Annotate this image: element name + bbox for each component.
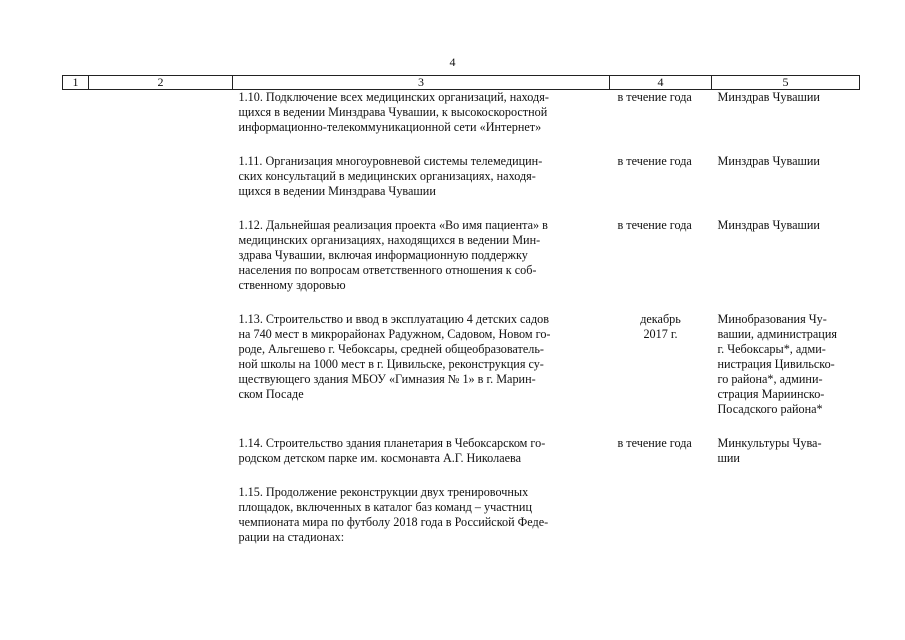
item-executor: Минздрав Чувашии (717, 154, 820, 168)
table-row (63, 485, 860, 545)
header-col-4: 4 (610, 76, 712, 90)
item-executor: Минздрав Чувашии (717, 90, 820, 104)
item-text: 1.10. Подключение всех медицинских организаций, находя- щихся в ведении Минздрава Чувашии, к высокоскоростной информационно-телекоммуникационной сети «Интернет» (238, 90, 549, 134)
table-row (63, 218, 860, 293)
item-executor (712, 485, 860, 545)
item-executor: Минобразования Чу- вашии, администрация г. Чебоксары*, адми- нистрация Цивильско- го района*, админи- страция Мариинско- Посадского района* (717, 312, 837, 416)
plan-table (62, 75, 860, 545)
item-text: 1.12. Дальнейшая реализация проекта «Во имя пациента» в медицинских организациях, находящихся в ведении Мин- здрава Чувашии, включая информационную поддержку населения по вопросам ответственного отношения к соб- ственному здоровью (238, 218, 548, 292)
header-col-5: 5 (712, 76, 860, 90)
table-header-row (63, 76, 860, 90)
table-row (63, 90, 860, 136)
item-text: 1.15. Продолжение реконструкции двух тренировочных площадок, включенных в каталог баз команд – участниц чемпионата мира по футболу 2018 года в Российской Феде- рации на стадионах: (238, 485, 549, 544)
item-executor: Минздрав Чувашии (717, 218, 820, 232)
header-col-2: 2 (89, 76, 233, 90)
item-term: в течение года (617, 154, 692, 168)
table-row (63, 312, 860, 417)
table-row (63, 436, 860, 466)
header-col-1: 1 (63, 76, 89, 90)
header-col-3: 3 (233, 76, 610, 90)
item-text: 1.13. Строительство и ввод в эксплуатацию 4 детских садов на 740 мест в микрорайонах Радужном, Садовом, Новом го- роде, Альгешево г. Чебоксары, средней общеобразователь- ной школы на 1000 мест в г. Цивильске, реконструкция су- ществующего здания МБОУ «Гимназия № 1» в г. Марин- ском Посаде (238, 312, 551, 401)
item-term: в течение года (617, 436, 692, 450)
item-term: в течение года (617, 218, 692, 232)
item-text: 1.11. Организация многоуровневой системы телемедицин- ских консультаций в медицинских организациях, находя- щихся в ведении Минздрава Чувашии (238, 154, 543, 198)
item-text: 1.14. Строительство здания планетария в Чебоксарском го- родском детском парке им. космонавта А.Г. Николаева (238, 436, 546, 465)
page-number: 4 (449, 55, 456, 69)
item-executor: Минкультуры Чува- шии (717, 436, 822, 465)
item-term: в течение года (617, 90, 692, 104)
item-term: декабрь 2017 г. (640, 312, 681, 341)
item-term (610, 485, 712, 545)
table-row (63, 154, 860, 199)
